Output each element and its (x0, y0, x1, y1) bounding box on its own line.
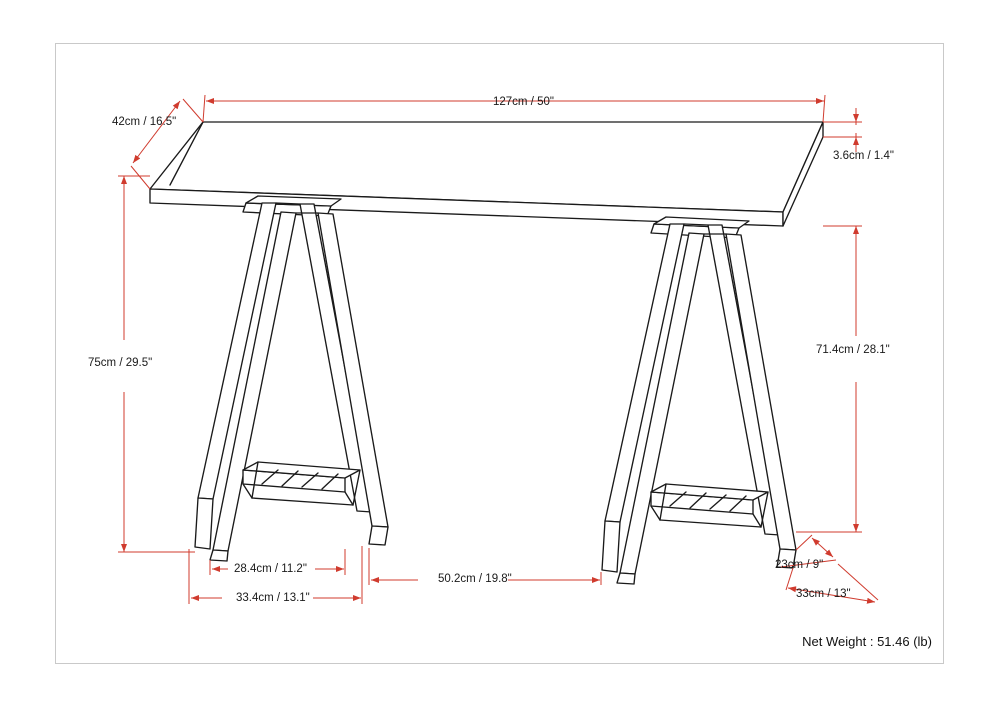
dimension-label-foot-depth-outer: 33cm / 13" (796, 588, 851, 600)
dimension-label-foot-depth-inner: 23cm / 9" (775, 559, 824, 571)
dimension-label-depth-top: 42cm / 16.5" (112, 116, 177, 128)
dimension-label-width-top: 127cm / 50" (493, 96, 554, 108)
dimension-label-foot-outer-span: 33.4cm / 13.1" (236, 592, 310, 604)
dimension-label-trestle-gap: 50.2cm / 19.8" (438, 573, 512, 585)
net-weight-label: Net Weight : 51.46 (lb) (802, 634, 932, 649)
dimension-label-total-height: 75cm / 29.5" (88, 357, 153, 369)
dimension-label-leg-height: 71.4cm / 28.1" (816, 344, 890, 356)
dimension-label-foot-inner-span: 28.4cm / 11.2" (234, 563, 307, 575)
dimension-label-top-thickness: 3.6cm / 1.4" (833, 150, 894, 162)
